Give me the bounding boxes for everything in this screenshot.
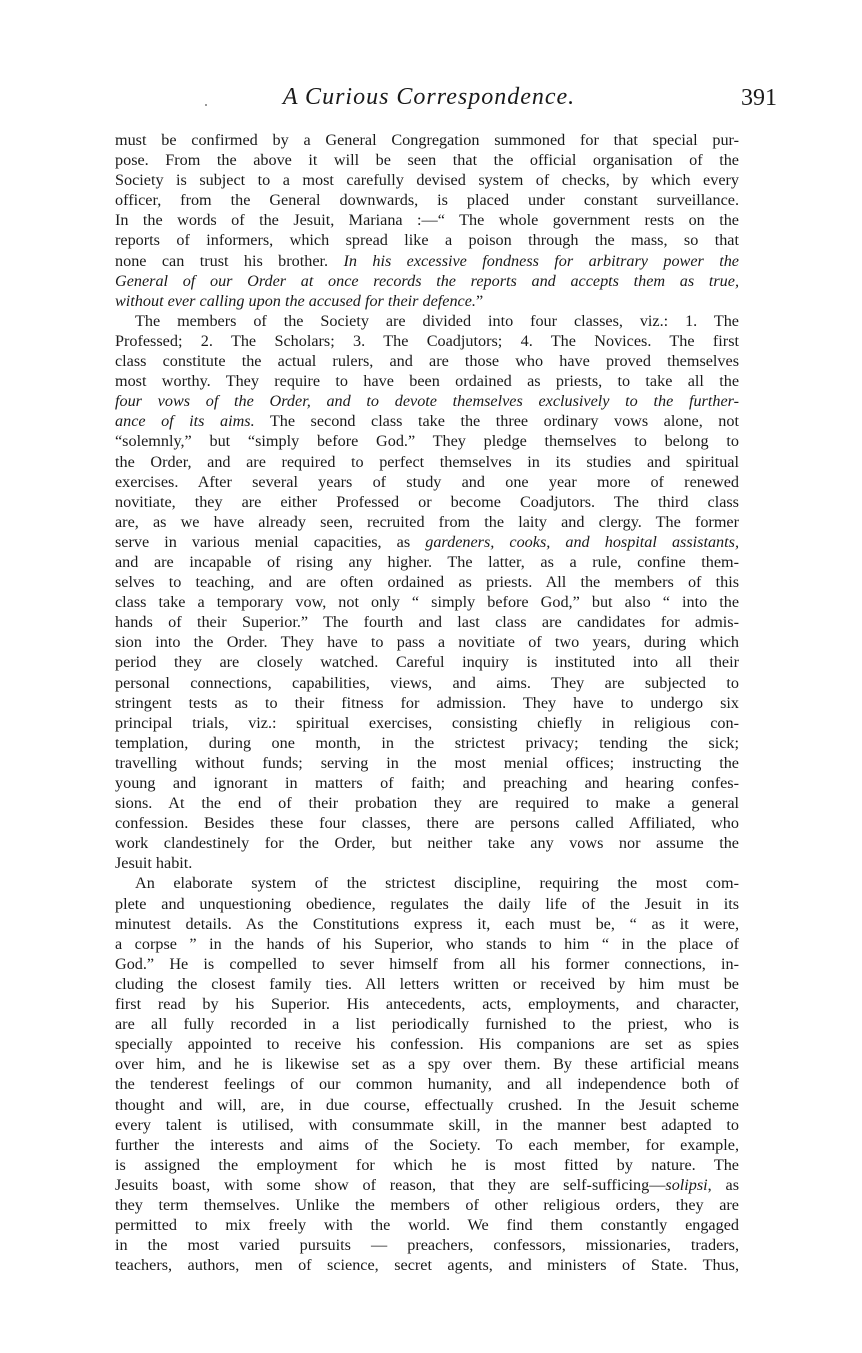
text-line: most worthy. They require to have been ordained as priests, to take all the: [115, 372, 739, 391]
text-line: ance of its aims. The second class take the three ordinary vows alone, not: [115, 412, 739, 431]
text-line: novitiate, they are either Professed or become Coadjutors. The third class: [115, 492, 739, 511]
text-line: specially appointed to receive his confession. His companions are set as spies: [115, 1035, 739, 1054]
text-line: work clandestinely for the Order, but neither take any vows nor assume the: [115, 834, 739, 853]
text-line: without ever calling upon the accused for their defence.”: [115, 291, 484, 310]
text-line: is assigned the employment for which he is most fitted by nature. The: [115, 1155, 739, 1174]
text-line: God.” He is compelled to sever himself from all his former connections, in-: [115, 954, 739, 973]
text-line: Professed; 2. The Scholars; 3. The Coadjutors; 4. The Novices. The first: [115, 331, 739, 350]
text-line: cluding the closest family ties. All letters written or received by him must be: [115, 974, 739, 993]
text-line: period they are closely watched. Careful inquiry is instituted into all their: [115, 653, 739, 672]
text-line: sions. At the end of their probation they are required to make a general: [115, 794, 739, 813]
text-line: in the most varied pursuits — preachers, confessors, missionaries, traders,: [115, 1236, 739, 1255]
text-line: they term themselves. Unlike the members of other religious orders, they are: [115, 1195, 739, 1214]
text-line: Jesuits boast, with some show of reason, that they are self-sufficing—solipsi, as: [115, 1175, 739, 1194]
text-line: pose. From the above it will be seen that the official organisation of the: [115, 151, 739, 170]
text-line: In the words of the Jesuit, Mariana :—“ The whole government rests on the: [115, 211, 739, 230]
text-line: thought and will, are, in due course, effectually crushed. In the Jesuit scheme: [115, 1095, 739, 1114]
text-line: four vows of the Order, and to devote themselves exclusively to the further-: [115, 392, 739, 411]
text-line: principal trials, viz.: spiritual exercises, consisting chiefly in religious con-: [115, 713, 739, 732]
body-text: [115, 130, 739, 1275]
text-line: serve in various menial capacities, as gardeners, cooks, and hospital assistants,: [115, 532, 739, 551]
text-line: Jesuit habit.: [115, 854, 193, 873]
running-title: A Curious Correspondence.: [282, 84, 576, 110]
text-line: The members of the Society are divided into four classes, viz.: 1. The: [135, 311, 739, 330]
text-line: young and ignorant in matters of faith; and preaching and hearing confes-: [115, 774, 739, 792]
running-head: [115, 84, 777, 118]
text-line: “solemnly,” but “simply before God.” They pledge themselves to belong to: [115, 432, 739, 451]
text-line: class take a temporary vow, not only “ simply before God,” but also “ into the: [115, 593, 739, 612]
text-line: minutest details. As the Constitutions express it, each must be, “ as it were,: [115, 914, 739, 933]
text-line: every talent is utilised, with consummate skill, in the manner best adapted to: [115, 1115, 739, 1134]
text-line: stringent tests as to their fitness for admission. They have to undergo six: [115, 693, 739, 712]
text-line: selves to teaching, and are often ordained as priests. All the members of this: [115, 573, 739, 592]
text-line: officer, from the General downwards, is placed under constant surveillance.: [115, 191, 739, 210]
text-line: the Order, and are required to perfect themselves in its studies and spiritual: [115, 452, 739, 471]
text-line: confession. Besides these four classes, there are persons called Affiliated, who: [115, 814, 739, 833]
text-line: personal connections, capabilities, views, and aims. They are subjected to: [115, 673, 739, 692]
text-line: permitted to mix freely with the world. We find them constantly engaged: [115, 1216, 739, 1235]
text-line: Society is subject to a most carefully devised system of checks, by which every: [115, 171, 739, 190]
text-line: class constitute the actual rulers, and are those who have proved themselves: [115, 352, 739, 371]
text-line: a corpse ” in the hands of his Superior, who stands to him “ in the place of: [115, 934, 739, 953]
text-line: the tenderest feelings of our common humanity, and all independence both of: [115, 1075, 739, 1094]
text-line: An elaborate system of the strictest discipline, requiring the most com-: [135, 874, 739, 893]
text-line: teachers, authors, men of science, secret agents, and ministers of State. Thus,: [115, 1256, 739, 1275]
text-line: templation, during one month, in the strictest privacy; tending the sick;: [115, 733, 739, 752]
text-line: exercises. After several years of study and one year more of renewed: [115, 472, 739, 491]
text-line: first read by his Superior. His antecedents, acts, employments, and character,: [115, 995, 739, 1014]
text-line: plete and unquestioning obedience, regulates the daily life of the Jesuit in its: [115, 894, 739, 913]
text-line: are, as we have already seen, recruited from the laity and clergy. The former: [115, 512, 739, 531]
text-line: none can trust his brother. In his excessive fondness for arbitrary power the: [115, 251, 739, 270]
text-line: must be confirmed by a General Congregation summoned for that special pur-: [115, 131, 739, 149]
text-line: sion into the Order. They have to pass a novitiate of two years, during which: [115, 633, 739, 652]
text-line: reports of informers, which spread like a poison through the mass, so that: [115, 231, 739, 250]
page-number: 391: [741, 85, 777, 111]
text-line: travelling without funds; serving in the most menial offices; instructing the: [115, 753, 739, 772]
text-line: hands of their Superior.” The fourth and last class are candidates for admis-: [115, 613, 739, 632]
text-line: over him, and he is likewise set as a spy over them. By these artificial means: [115, 1055, 739, 1074]
text-line: General of our Order at once records the reports and accepts them as true,: [115, 271, 739, 290]
text-line: further the interests and aims of the Society. To each member, for example,: [115, 1135, 739, 1154]
text-line: are all fully recorded in a list periodically furnished to the priest, who is: [115, 1015, 739, 1034]
text-line: and are incapable of rising any higher. The latter, as a rule, confine them-: [115, 552, 739, 571]
